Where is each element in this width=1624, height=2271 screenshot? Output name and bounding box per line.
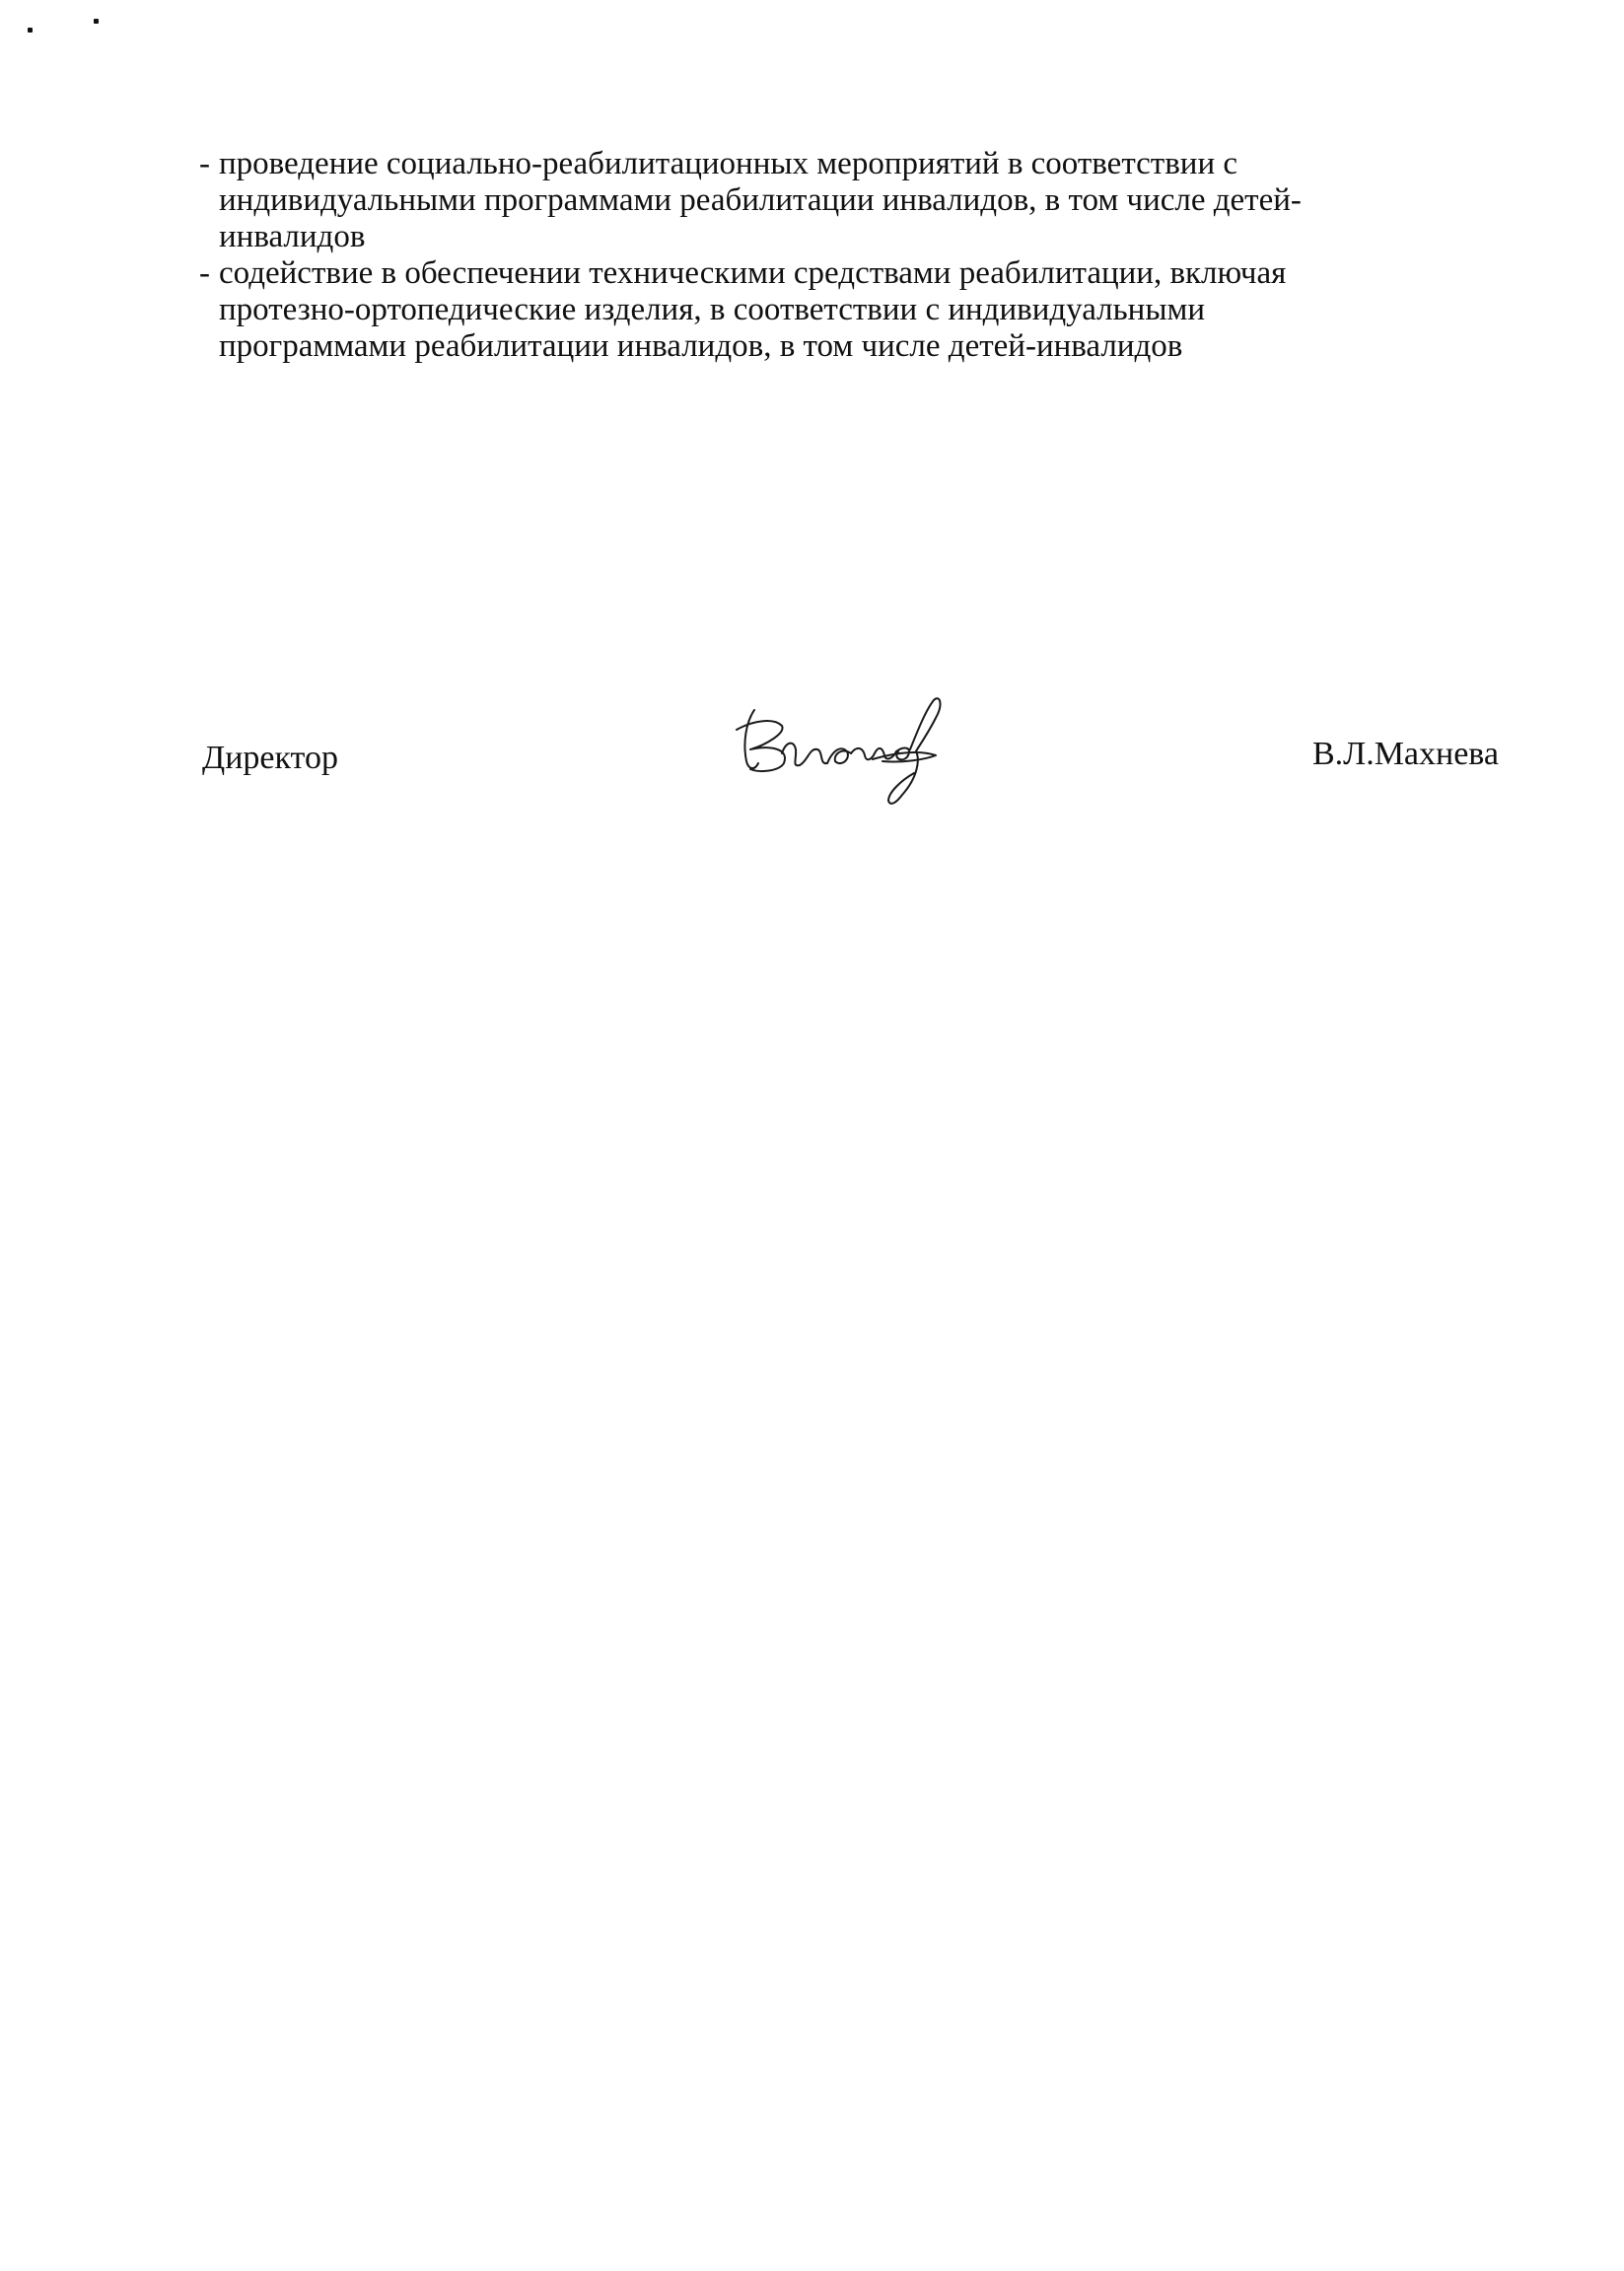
list-item-marker: - — [199, 255, 210, 291]
signer-name: В.Л.Махнева — [1311, 736, 1499, 772]
signer-position: Директор — [202, 740, 338, 776]
scan-artifact-dot — [94, 19, 99, 24]
list-item-marker: - — [199, 146, 210, 181]
scan-artifact-dot — [28, 28, 33, 33]
list-item — [199, 255, 1501, 365]
list-item-line: программами реабилитации инвалидов, в том числе детей-инвалидов — [219, 328, 1183, 364]
list-item-line: инвалидов — [219, 219, 366, 254]
list-item-line: индивидуальными программами реабилитации инвалидов, в том числе детей- — [219, 182, 1302, 218]
services-list — [199, 146, 1501, 365]
handwritten-signature — [725, 690, 952, 809]
list-item-line: проведение социально-реабилитационных мероприятий в соответствии с — [219, 146, 1238, 181]
list-item-line: содействие в обеспечении техническими средствами реабилитации, включая — [219, 255, 1287, 291]
list-item — [199, 146, 1501, 255]
list-item-line: протезно-ортопедические изделия, в соответствии с индивидуальными — [219, 292, 1206, 327]
